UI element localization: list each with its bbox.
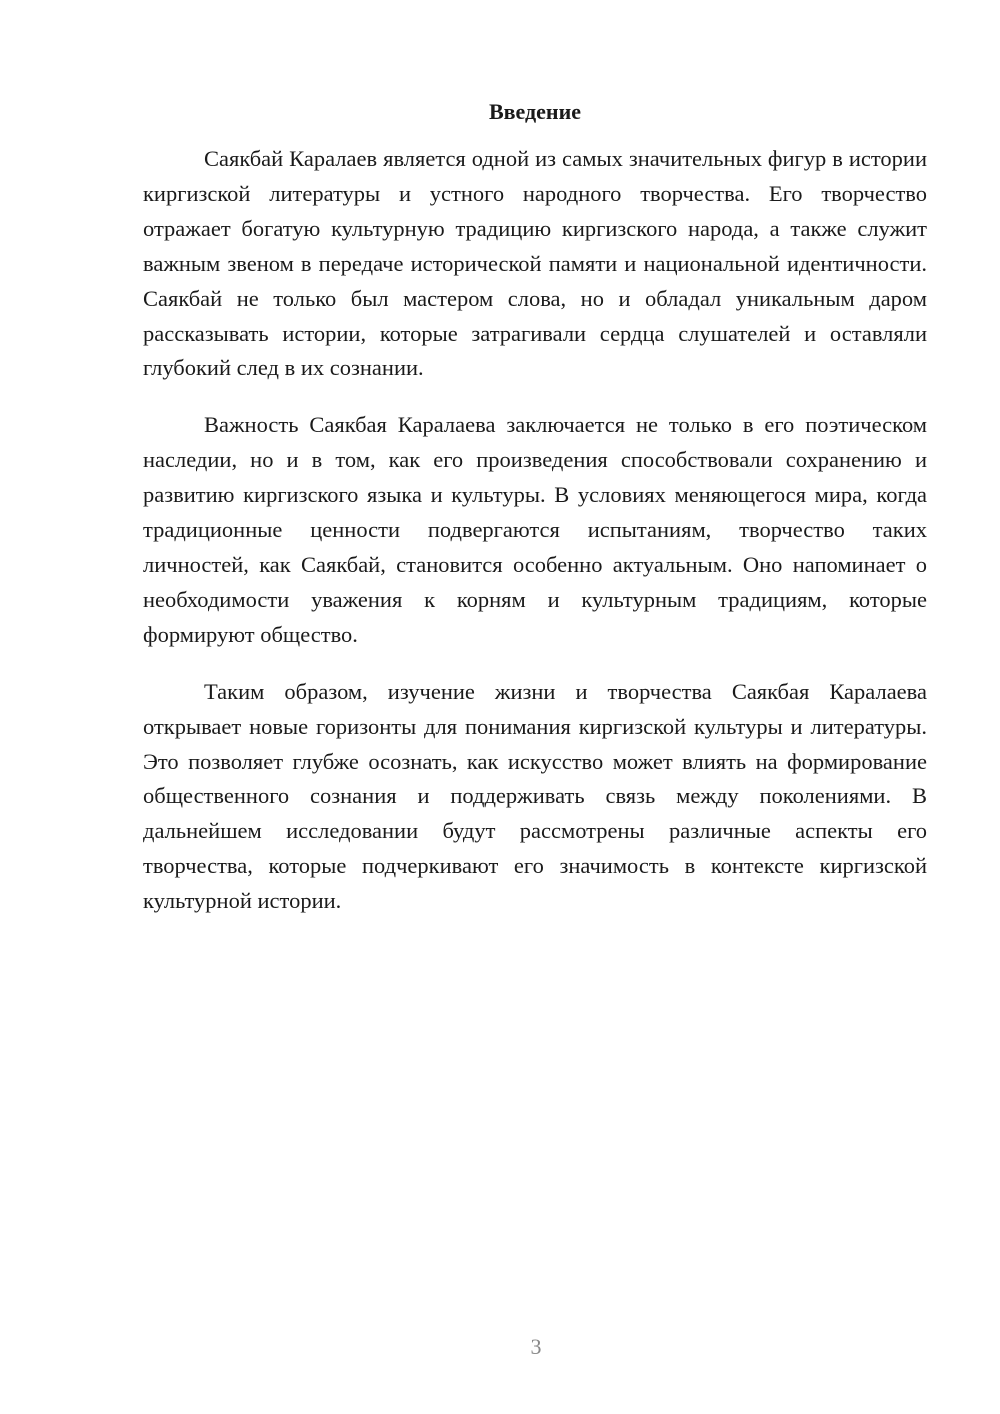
paragraph-1: Саякбай Каралаев является одной из самых значительных фигур в истории киргизской литературы и устного народного творчества. Его творчество отражает богатую культурную традицию киргизского народа, а также служит важным звеном в передаче исторической памяти и национальной идентичности. Саякбай не только был мастером слова, но и обладал уникальным даром рассказывать истории, которые затрагивали сердца слушателей и оставляли глубокий след в их сознании. [143, 146, 927, 381]
paragraph-3: Таким образом, изучение жизни и творчества Саякбая Каралаева открывает новые горизонты для понимания киргизской культуры и литературы. Это позволяет глубже осознать, как искусство может влиять на формирование общественного сознания и поддерживать связь между поколениями. В дальнейшем исследовании будут рассмотрены различные аспекты его творчества, которые подчеркивают его значимость в контексте киргизской культурной истории. [143, 678, 927, 914]
section-title: Введение [488, 99, 582, 124]
paragraph-2: Важность Саякбая Каралаева заключается не только в его поэтическом наследии, но и в том, как его произведения способствовали сохранению и развитию киргизского языка и культуры. В условиях меняющегося мира, когда традиционные ценности подвергаются испытаниям, творчество таких личностей, как Саякбай, становится особенно актуальным. Оно напоминает о необходимости уважения к корням и культурным традициям, которые формируют общество. [143, 412, 927, 647]
page-number: 3 [530, 1334, 542, 1359]
body-text [143, 142, 927, 941]
